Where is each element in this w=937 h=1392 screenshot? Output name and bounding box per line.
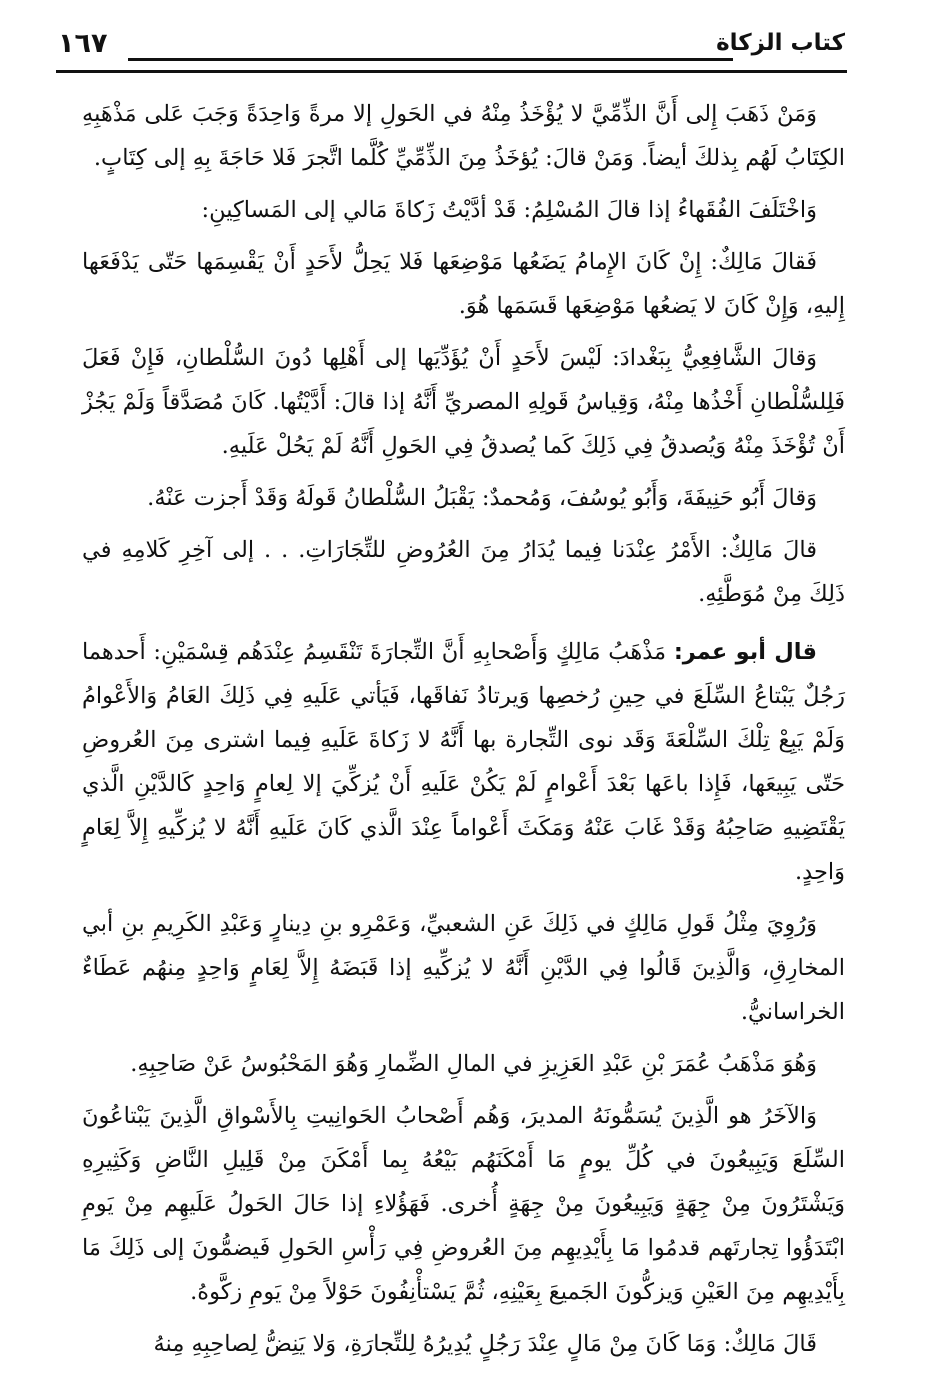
paragraph: [82, 336, 845, 468]
paragraph: [82, 630, 845, 894]
paragraph: [82, 92, 845, 180]
body-text: [82, 92, 845, 1374]
paragraph-text: وَرُوِيَ مِثْلُ قَولِ مَالِكٍ في ذَلِكَ عَنِ الشعبيِّ، وَعَمْرِو بنِ دِينارٍ وَعَبْدِ الكَرِيمِ بنِ أبي المخارِقِ، وَالَّذِينَ قَالُوا فِي الدَّيْنِ أَنَّهُ لا يُزكِّيهِ إذا قَبَضَهُ إِلاَّ لِعَامٍ وَاحِدٍ مِنهُم عَطَاءٌ الخراسانيُّ.: [82, 911, 845, 1025]
paragraph-text: وَقالَ أَبُو حَنِيفَةَ، وَأَبُو يُوسُفَ، وَمُحمدٌ: يَقْبَلُ السُّلْطانُ قَولَهُ وَقَدْ أَجزت عَنْهُ.: [147, 485, 817, 511]
paragraph-text: وَهُوَ مَذْهَبُ عُمَرَ بْنِ عَبْدِ العَزِيزِ في المالِ الضِّمارِ وَهُوَ المَحْبُوسُ عَنْ صَاحِبِهِ.: [130, 1051, 817, 1077]
header-full-rule: [56, 70, 847, 73]
paragraph: [82, 1322, 845, 1366]
paragraph: [82, 528, 845, 616]
paragraph-text: وَقالَ الشَّافِعِيُّ بِبَغْدادَ: لَيْسَ لأَحَدٍ أَنْ يُؤَدِّيَها إلى أَهْلِها دُونَ السُّلْطانِ، فَإِنْ فَعَلَ فَلِلسُّلْطانِ أَخْذُها مِنْهُ، وَقِياسُ قَولِهِ المصريِّ أَنَّهُ إذا قالَ: أَدَّيْتُها. كَانَ مُصَدَّقاً وَلَمْ يَجُزْ أَنْ تُؤْخَذَ مِنْهُ وَيُصدقُ فِي ذَلِكَ كَما يُصدقُ فِي الحَولِ أَنَّهُ لَمْ يَحُلْ عَلَيهِ.: [82, 345, 845, 459]
header-rule: [128, 58, 733, 61]
paragraph-text: مَذْهَبُ مَالِكٍ وَأَصْحابِهِ أَنَّ التِّجارَةَ تَنْقَسِمُ عِنْدَهُم قِسْمَيْنِ: أَحدهما رَجُلٌ يَبْتاعُ السِّلَعَ في حِينِ رُخصِها وَيرتادُ نَفاقَها، فَيَأتي عَلَيهِ فِي ذَلِكَ العَامُ وَالأَعْوامُ وَلَمْ يَبِعْ تِلْكَ السِّلْعَةَ وَقَد نوى التِّجارة بها أَنَّهُ لا زَكاةَ عَلَيهِ فِيما اشترى مِنَ العُروضِ حَتّى يَبِيعَها، فَإِذا باعَها بَعْدَ أَعْوامٍ لَمْ يَكُنْ عَلَيهِ أَنْ يُزكِّيَ إلا لِعامٍ وَاحِدٍ كَالدَّيْنِ الَّذي يَقْتَضِيهِ صَاحِبُهُ وَقَدْ غَابَ عَنْهُ وَمَكَثَ أَعْواماً عِنْدَ الَّذي كَانَ عَلَيهِ أَنَّهُ لا يُزكِّيهِ إِلاَّ لِعَامٍ وَاحِدٍ.: [82, 639, 845, 885]
paragraph: [82, 1042, 845, 1086]
paragraph: [82, 188, 845, 232]
page-number: ١٦٧: [58, 28, 108, 59]
paragraph: [82, 1094, 845, 1314]
paragraph-lead: قال أبو عمر:: [673, 639, 817, 665]
page-header: [58, 28, 845, 68]
paragraph-text: وَمَنْ ذَهَبَ إِلى أَنَّ الذِّمِّيَّ لا يُؤْخَذُ مِنْهُ في الحَولِ إلا مرةً وَاحِدَةً وَجَبَ عَلى مَذْهَبِهِ الكِتَابُ لَهُم بِذلكَ أيضاً. وَمَنْ قالَ: يُؤخَذُ مِنَ الذِّمِّيِّ كُلَّما اتَّجرَ فَلا حَاجَةَ بِهِ إلى كِتَابٍ.: [82, 101, 845, 171]
paragraph: [82, 240, 845, 328]
running-title: كتاب الزكاة: [716, 30, 845, 56]
paragraph: [82, 902, 845, 1034]
paragraph-text: وَالآخَرُ هو الَّذِينَ يُسَمُّونَهُ المديرَ، وَهُم أَصْحابُ الحَوانِيتِ بِالأَسْواقِ الَّذِينَ يَبْتاعُونَ السِّلَعَ وَيَبِيعُونَ في كُلِّ يومٍ مَا أَمْكَنَهُم بَيْعُهُ بِما أَمْكَنَ مِنْ قَلِيلِ النَّاضِ وَكَثِيرِهِ وَيَشْتَرُونَ مِنْ جِهَةٍ وَيَبِيعُونَ مِنْ جِهَةٍ أُخرى. فَهَؤُلاءِ إذا حَالَ الحَولُ عَلَيهِم مِنْ يَومِ ابْتَدَؤُوا تِجارتَهم قدمُوا مَا بِأَيْدِيهِم مِنَ العُروضِ فِي رَأْسِ الحَولِ فَيضمُّونَ إلى ذَلِكَ مَا بِأَيْدِيهِم مِنَ العَيْنِ وَيزكُّونَ الجَميعَ بِعَيْنِهِ، ثُمَّ يَسْتأْنِفُونَ حَوْلاً مِنْ يَومِ زكَّوهُ.: [82, 1103, 845, 1305]
paragraph-text: فَقالَ مَالِكٌ: إِنْ كَانَ الإِمامُ يَضَعُها مَوْضِعَها فَلا يَحِلُّ لأَحَدٍ أَنْ يَقْسِمَها حَتّى يَدْفَعَها إِليهِ، وَإِنْ كَانَ لا يَضعُها مَوْضِعَها قَسَمَها هُوَ.: [82, 249, 845, 319]
paragraph-text: وَاخْتَلَفَ الفُقَهاءُ إذا قالَ المُسْلِمُ: قَدْ أدَّيْتُ زَكاةَ مَالي إلى المَساكِينِ:: [201, 197, 817, 223]
paragraph-text: قَالَ مَالِكٌ: وَمَا كَانَ مِنْ مَالٍ عِنْدَ رَجُلٍ يُدِيرُهُ لِلتِّجارَةِ، وَلا يَنِضُّ لِصاحِبِهِ مِنهُ: [153, 1331, 817, 1357]
paragraph: [82, 476, 845, 520]
paragraph-text: قالَ مَالِكٌ: الأَمْرُ عِنْدَنا فِيما يُدَارُ مِنَ العُرُوضِ للتِّجَارَاتِ. . . إلى آخِرِ كَلامِهِ في ذَلِكَ مِنْ مُوَطَّئِهِ.: [82, 537, 845, 607]
